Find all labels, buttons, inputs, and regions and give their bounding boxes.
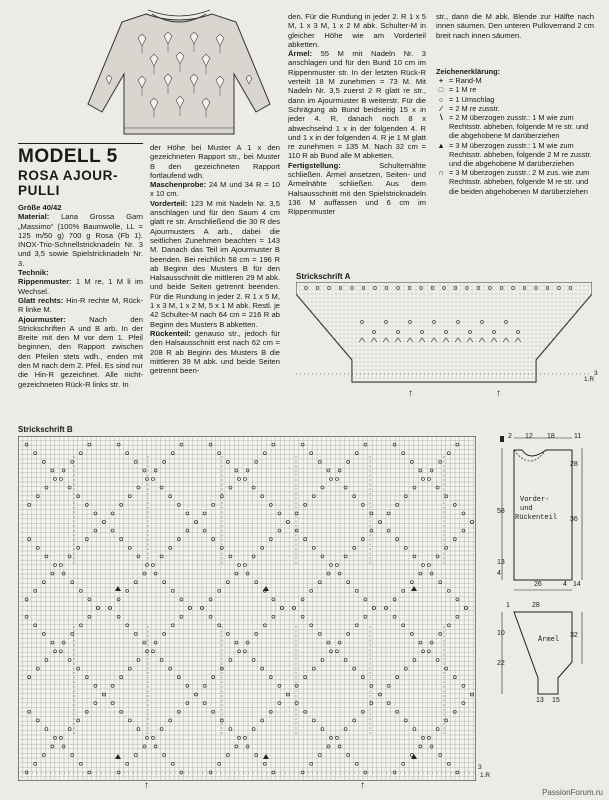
chart-a-rows-label: 3	[594, 370, 598, 377]
front-back-14: 14	[573, 581, 581, 588]
front-right-28: 28	[570, 461, 578, 468]
paragraph-heading: Ajourmuster:	[18, 314, 66, 324]
legend-text: = 2 M re zusstr.	[449, 103, 500, 113]
legend-symbol: □	[438, 85, 444, 95]
col2-paragraph: Rückenteil: genauso str., jedoch für den Halsausschnitt erst nach 62 cm = 208 R ab Beginn des Musters B die mittleren 39 M abk. und beide Seiten getrennt been-	[150, 328, 280, 376]
front-left-4: 4	[497, 570, 501, 577]
legend-text: = 1 M re	[449, 85, 477, 95]
legend-row	[436, 141, 594, 169]
legend-symbol: +	[438, 76, 444, 86]
col3-paragraph: den. Für die Rundung in jeder 2. R 1 x 5 M, 1 x 3 M, 1 x 2 M abk. Schulter-M in gleicher Höhe wie am Vorderteil abketten.	[288, 12, 426, 49]
model-subtitle: ROSA AJOUR-PULLI	[18, 168, 119, 198]
legend-text: = Rand-M	[449, 76, 482, 86]
text-column-1	[18, 203, 143, 389]
front-bottom-4: 4	[563, 581, 567, 588]
chart-a	[296, 282, 595, 392]
chart-b-label: Strickschrift B	[18, 425, 73, 434]
chart-b-frame	[18, 436, 476, 781]
text-column-4	[436, 12, 594, 40]
legend-text: = 3 M überzogen zusstr.: 2 M zus. wie zum Rechtsstr. abheben, folgende M re str. und die beiden abgehobenen M darüberziehen	[449, 168, 590, 196]
legend-symbol: ∕	[440, 103, 442, 113]
repeat-arrow-right: ↑	[360, 780, 365, 791]
legend-symbol: ∩	[438, 168, 444, 178]
legend-text: = 1 Umschlag	[449, 94, 495, 104]
legend-row	[436, 168, 594, 196]
front-top-2: 2	[508, 433, 512, 440]
chart-b	[18, 436, 476, 781]
front-top-18: 18	[547, 433, 555, 440]
front-back-label-1: Vorder-	[520, 496, 550, 504]
col2-paragraph: Vorderteil: 123 M mit Nadeln Nr. 3,5 anschlagen und für den Saum 4 cm glatt re str. Anschließend die 30 R des Ajourmusters A arb., dabei die seitlichen Zunehmen beachten = 143 M. Danach das Teil im Ajourmuster B beenden. Bei reichlich 58 cm = 196 R ab Beginn des Musters B für den Halsausschnitt die mittleren 29 M abk. und beide Seiten getrennt beenden. Für die Rundung in jeder 2. R 1 x 5 M, 1 x 3 M, 1 x 2 M, 5 x 1 M abk. Restl. je 42 Schulter-M nach 64 cm = 216 R ab Beginn des Musters B abketten.	[150, 198, 280, 329]
text-column-3	[288, 12, 426, 217]
col3-paragraph: Fertigstellung: Schulternähte schließen. Ärmel ansetzen, Seiten- und Ärmelnähte schließen. Aus dem Halsausschnitt mit den Spielstricknadeln 136 M auffassen und 6 cm im Rippenmuster	[288, 160, 426, 217]
front-bottom-26: 26	[534, 581, 542, 588]
chart-a-label: Strickschrift A	[296, 272, 351, 281]
paragraph-heading: Maschenprobe:	[150, 180, 207, 190]
col3-paragraph: Ärmel: 55 M mit Nadeln Nr. 3 anschlagen und für den Bund 10 cm im Rippenmuster str. In der letzten Rück-R verteilt 18 M zunehmen = 73 M. Mit Nadeln Nr. 3,5 zuerst 2 R glatt re str., dann im Ajourmuster B weiterstr. Für die Schrägung ab Bund beidseitig 15 x in jeder 4. R, danach noch 8 x abwechselnd 1 x in der folgenden 4. R und 1 x in der folgenden 4. R je 1 M glatt re zunehmen = 135 M. Nach 32 cm = 110 R ab Bund alle M abketten.	[288, 49, 426, 161]
chart-b-start-label: 1.R	[480, 772, 491, 779]
front-top-11: 11	[574, 433, 582, 440]
col1-paragraph: Rippenmuster: 1 M re, 1 M li im Wechsel.	[18, 277, 143, 296]
front-back-label-3: Rückenteil	[515, 514, 558, 522]
paragraph-heading: Rückenteil:	[150, 328, 191, 338]
front-left-13: 13	[497, 559, 505, 566]
front-right-36: 36	[570, 516, 578, 523]
watermark: PassionForum.ru	[542, 788, 603, 797]
chart-b-rows-label: 3	[478, 764, 482, 771]
legend-row	[436, 85, 594, 94]
paragraph-heading: Glatt rechts:	[18, 295, 64, 305]
legend-row	[436, 76, 594, 85]
paragraph-heading: Technik:	[18, 268, 49, 278]
repeat-arrow-left: ↑	[144, 780, 149, 791]
front-back-label-2: und	[520, 505, 533, 513]
col1-paragraph	[18, 203, 143, 212]
paragraph-heading: Rippenmuster:	[18, 277, 72, 287]
paragraph-heading: Fertigstellung:	[288, 160, 341, 170]
legend-row	[436, 104, 594, 113]
legend-text: = 3 M überzogen zusstr.: 1 M wie zum Rechtsstr. abheben, folgende 2 M re zusstr. und die abgehobene M darüberziehen	[449, 140, 592, 169]
col4-paragraph: str., dann die M abk. Blende zur Hälfte nach innen säumen. Den unteren Pulloverrand 2 cm breit nach innen säumen.	[436, 12, 594, 40]
col1-paragraph: Glatt rechts: Hin-R rechte M, Rück-R linke M.	[18, 295, 143, 315]
model-title: MODELL 5	[18, 143, 143, 168]
sleeve-top-28: 28	[532, 602, 540, 609]
legend-row	[436, 113, 594, 141]
legend-row	[436, 95, 594, 104]
repeat-arrow-a-left: ↑	[408, 388, 413, 399]
text-column-2	[150, 143, 280, 375]
legend-symbol: ∖	[438, 113, 444, 123]
repeat-arrow-a-right: ↑	[496, 388, 501, 399]
sleeve-bottom-15: 15	[552, 697, 560, 704]
col2-paragraph: der Höhe bei Muster A 1 x den gezeichneten Rapport str., bei Muster B den gezeichneten Rapport fortlaufend wdh.	[150, 143, 280, 180]
col1-paragraph	[18, 268, 143, 277]
sleeve-left-10: 10	[497, 630, 505, 637]
sweater-illustration	[86, 8, 272, 136]
paragraph-heading: Größe 40/42	[18, 203, 62, 212]
col1-paragraph: Ajourmuster: Nach den Strickschriften A und B arb. In der Breite mit den M vor dem 1. Pfeil beginnen, den Rapport zwischen den Pfeilen stets wdh., enden mit den M nach dem 2. Pfeil. Es sind nur die Hin-R gezeichnet. Alle nicht-gezeichneten Rück-R links str. In	[18, 314, 143, 389]
front-top-12: 12	[525, 433, 533, 440]
col1-paragraph: Material: Lana Grossa Garn „Massimo“ (100% Baumwolle, LL = 125 m/50 g) 700 g Rosa (Fb 1). INOX-Trio-Schnellstricknadeln Nr. 3 und 3,5 sowie Spielstricknadeln Nr. 3.	[18, 212, 143, 268]
schematic-sleeve	[486, 604, 604, 704]
legend-text: = 2 M überzogen zusstr.: 1 M wie zum Rechtsstr. abheben, folgende M re str. und die abgehobene M darüberziehen	[449, 113, 589, 141]
legend	[436, 67, 594, 196]
chart-a-start-label: 1.R	[584, 376, 595, 383]
col2-paragraph: Maschenprobe: 24 M und 34 R = 10 x 10 cm.	[150, 180, 280, 199]
legend-title: Zeichenerklärung:	[436, 67, 501, 76]
sleeve-left-22: 22	[497, 660, 505, 667]
paragraph-heading: Material:	[18, 212, 50, 222]
sleeve-label: Ärmel	[538, 636, 560, 644]
paragraph-heading: Ärmel:	[288, 49, 313, 59]
paragraph-heading: Vorderteil:	[150, 198, 188, 208]
legend-symbol: ○	[438, 94, 444, 104]
sleeve-bottom-13: 13	[536, 697, 544, 704]
sleeve-alt-1: 1	[506, 602, 510, 609]
front-left-58: 58	[497, 508, 505, 515]
legend-symbol: ▲	[437, 140, 445, 150]
sleeve-right-32: 32	[570, 632, 578, 639]
